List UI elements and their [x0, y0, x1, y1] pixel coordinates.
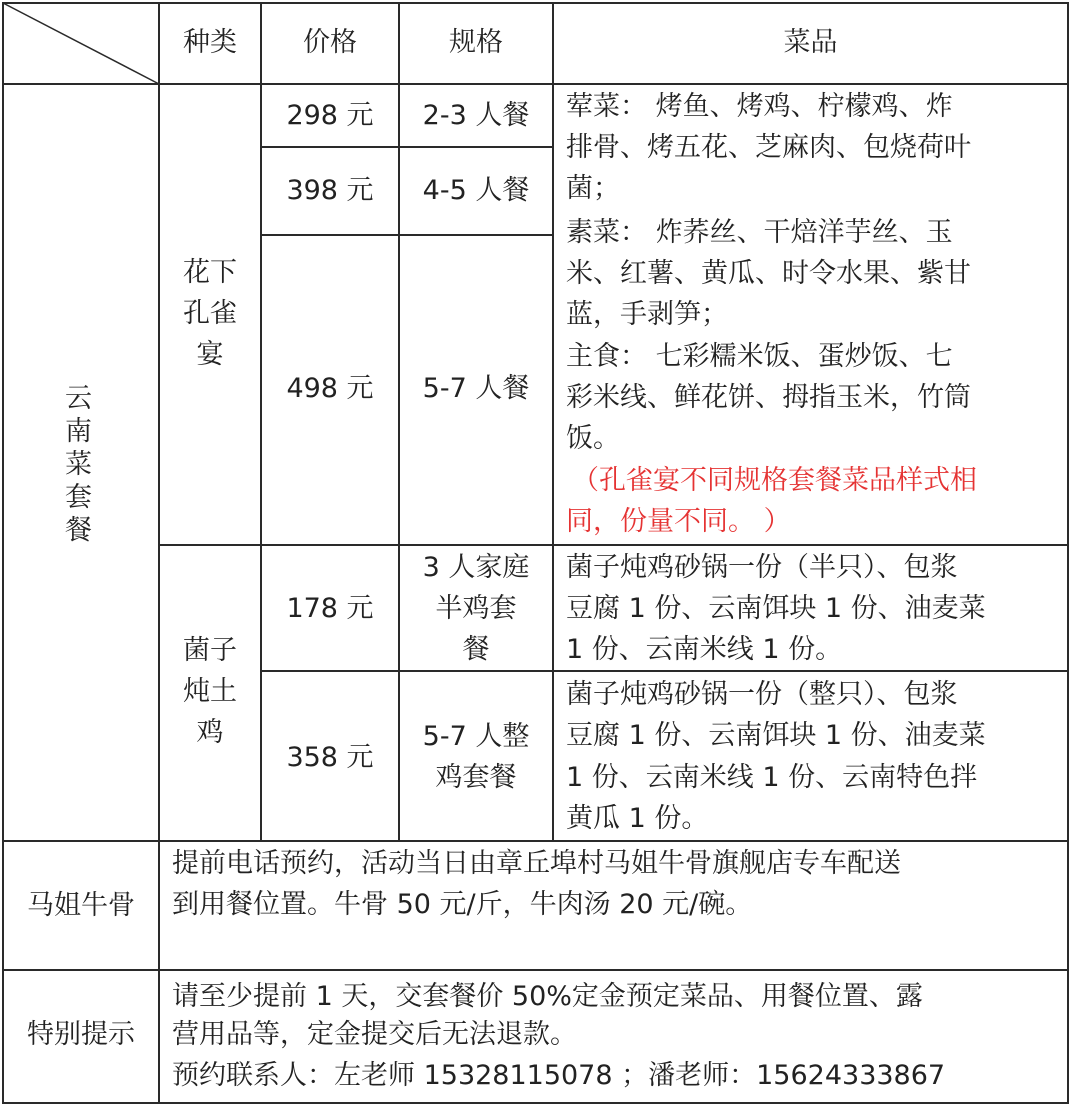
peacock-dish-line: 主食： 七彩糯米饭、蛋炒饭、七	[566, 341, 953, 372]
notice-label: 特别提示	[27, 1019, 135, 1050]
row-divider-beef-notice	[2, 969, 1069, 971]
table-border-top	[2, 2, 1069, 4]
peacock-note-line: 同，份量不同。 ）	[566, 506, 791, 537]
yunnan-set-label: 云南菜套餐	[65, 383, 92, 546]
chicken-name-line-3: 鸡	[196, 717, 224, 748]
peacock-dish-line: 菌；	[566, 173, 620, 204]
peacock-dish-line: 蓝，手剥笋；	[566, 299, 728, 330]
chicken-half-dish-line: 1 份、云南米线 1 份。	[566, 634, 843, 665]
notice-contacts: 预约联系人：左老师 15328115078 ；潘老师：15624333867	[172, 1060, 946, 1091]
header-divider	[2, 83, 1069, 85]
row-divider-298-398	[260, 146, 554, 148]
header-spec: 规格	[449, 27, 503, 58]
chicken-half-dish-line: 菌子炖鸡砂锅一份（半只）、包浆	[566, 552, 958, 583]
peacock-spec-5-7: 5-7 人餐	[422, 373, 530, 404]
chicken-whole-dish-line: 1 份、云南米线 1 份、云南特色拌	[566, 762, 978, 793]
chicken-spec-line: 半鸡套	[435, 593, 517, 624]
chicken-spec-line: 3 人家庭	[422, 552, 530, 583]
peacock-dish-line: 荤菜： 烤鱼、烤鸡、柠檬鸡、炸	[566, 91, 953, 122]
chicken-spec-line: 5-7 人整	[422, 721, 530, 752]
header-kind: 种类	[183, 27, 237, 58]
chicken-spec-line: 鸡套餐	[435, 762, 517, 793]
row-divider-yunnan-beef	[2, 840, 1069, 842]
chicken-name-line-1: 菌子	[183, 635, 237, 666]
chicken-name-line-2: 炖土	[183, 676, 237, 707]
peacock-price-398: 398 元	[286, 175, 374, 206]
chicken-whole-dish-line: 黄瓜 1 份。	[566, 803, 709, 834]
notice-line: 请至少提前 1 天，交套餐价 50%定金预定菜品、用餐位置、露	[172, 981, 923, 1012]
col-divider-dishes	[552, 2, 554, 842]
peacock-spec-2-3: 2-3 人餐	[422, 100, 530, 131]
chicken-half-dish-line: 豆腐 1 份、云南饵块 1 份、油麦菜	[566, 593, 986, 624]
peacock-dish-line: 饭。	[566, 423, 620, 454]
table-border-right	[1067, 2, 1069, 1104]
peacock-price-298: 298 元	[286, 100, 374, 131]
peacock-dish-line: 彩米线、鲜花饼、拇指玉米，竹筒	[566, 382, 971, 413]
header-price: 价格	[303, 27, 357, 58]
header-diagonal-line	[0, 0, 162, 86]
peacock-dish-line: 素菜： 炸荞丝、干焙洋芋丝、玉	[566, 217, 953, 248]
chicken-whole-dish-line: 菌子炖鸡砂锅一份（整只）、包浆	[566, 679, 958, 710]
row-divider-178-358	[260, 670, 1069, 672]
table-border-bottom	[2, 1102, 1069, 1104]
peacock-price-498: 498 元	[286, 373, 374, 404]
table-border-left	[2, 2, 4, 1104]
chicken-price-358: 358 元	[286, 742, 374, 773]
row-divider-peacock-chicken	[158, 544, 1069, 546]
peacock-name-line-1: 花下	[183, 257, 237, 288]
peacock-dish-line: 排骨、烤五花、芝麻肉、包烧荷叶	[566, 132, 971, 163]
peacock-name-line-3: 宴	[196, 339, 224, 370]
row-divider-398-498	[260, 234, 554, 236]
chicken-spec-line: 餐	[462, 634, 490, 665]
peacock-dish-line: 米、红薯、黄瓜、时令水果、紫甘	[566, 258, 971, 289]
chicken-whole-dish-line: 豆腐 1 份、云南饵块 1 份、油麦菜	[566, 720, 986, 751]
chicken-price-178: 178 元	[286, 593, 374, 624]
col-divider-kind	[158, 2, 160, 1104]
header-dishes: 菜品	[783, 27, 838, 58]
beef-label: 马姐牛骨	[27, 890, 135, 921]
beef-line: 提前电话预约，活动当日由章丘埠村马姐牛骨旗舰店专车配送	[172, 848, 901, 879]
notice-line: 营用品等，定金提交后无法退款。	[172, 1019, 577, 1050]
peacock-name-line-2: 孔雀	[183, 298, 237, 329]
peacock-spec-4-5: 4-5 人餐	[422, 175, 530, 206]
peacock-note-line: （孔雀宴不同规格套餐菜品样式相	[572, 465, 977, 496]
beef-line: 到用餐位置。牛骨 50 元/斤，牛肉汤 20 元/碗。	[172, 889, 753, 920]
